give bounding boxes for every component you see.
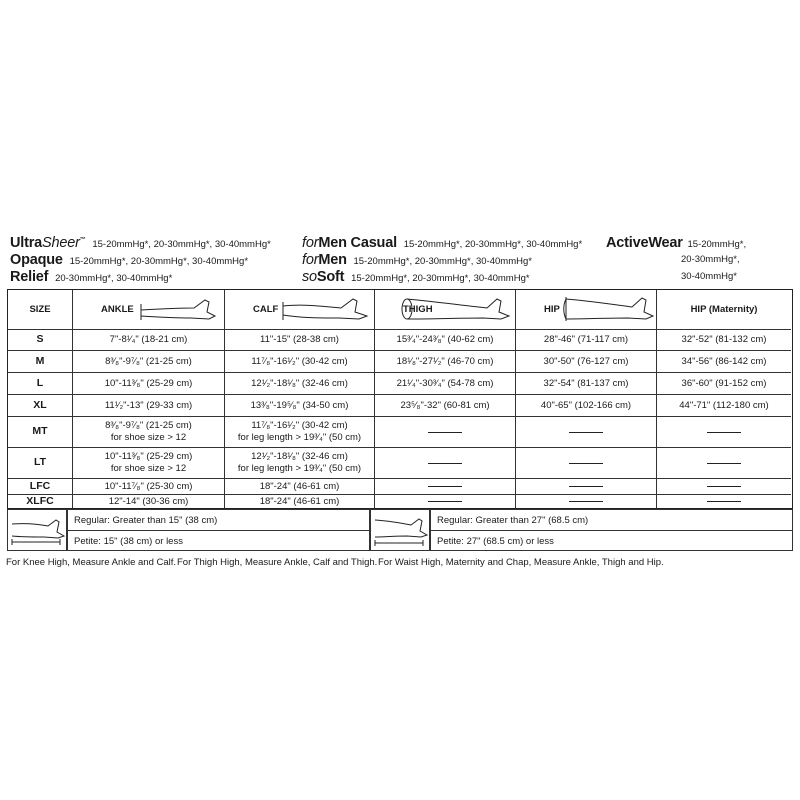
hip-maternity-value	[656, 495, 791, 508]
thigh-value	[374, 479, 515, 494]
thigh-value: 23⁵⁄₈"-32" (60-81 cm)	[374, 395, 515, 416]
header-hip	[515, 290, 656, 329]
footer-waist-instruction: For Waist High, Maternity and Chap, Measure Ankle, Thigh and Hip.	[378, 557, 664, 568]
product-name	[302, 235, 397, 251]
product-activewear	[606, 236, 746, 251]
ankle-value	[72, 448, 224, 478]
product-relief	[10, 270, 172, 285]
ankle-range: 10"-11³⁄₈" (25-29 cm)	[104, 451, 193, 463]
hip-value: 32"-54" (81-137 cm)	[515, 373, 656, 394]
name-part-italic: Sheer	[42, 235, 80, 251]
size-label: LFC	[29, 479, 51, 492]
thigh-value	[374, 417, 515, 447]
thigh-value	[374, 495, 515, 508]
thigh-petite-height: Petite: 27" (68.5 cm) or less	[437, 535, 554, 547]
product-pressure: 15-20mmHg*, 20-30mmHg*, 30-40mmHg*	[351, 273, 530, 284]
ankle-leg-icon	[139, 296, 219, 322]
calf-value: 13³⁄₈"-19⁵⁄₈" (34-50 cm)	[224, 395, 374, 416]
product-pressure: 15-20mmHg*, 20-30mmHg*, 30-40mmHg*	[353, 256, 532, 267]
footer-knee-instruction: For Knee High, Measure Ankle and Calf.	[6, 557, 177, 568]
thigh-value: 15³⁄₄"-24³⁄₈" (40-62 cm)	[374, 330, 515, 350]
name-part-italic: for	[302, 252, 319, 268]
thigh-value: 18¹⁄₈"-27¹⁄₂" (46-70 cm)	[374, 351, 515, 372]
not-available-dash	[428, 463, 462, 464]
table-row	[8, 448, 791, 479]
table-row	[8, 417, 791, 448]
hip-maternity-value: 44"-71" (112-180 cm)	[656, 395, 791, 416]
product-formen-casual	[302, 236, 582, 251]
not-available-dash	[569, 463, 603, 464]
not-available-dash	[569, 432, 603, 433]
product-name	[10, 235, 86, 251]
product-pressure: 15-20mmHg*, 20-30mmHg*, 30-40mmHg*	[403, 239, 583, 250]
size-chart-table	[7, 289, 793, 509]
ankle-value	[72, 417, 224, 447]
hip-value	[515, 495, 656, 508]
not-available-dash	[707, 486, 741, 487]
hip-maternity-value	[656, 417, 791, 447]
table-row	[8, 395, 791, 417]
table-header-row	[8, 290, 791, 330]
size-label: L	[36, 376, 44, 389]
hip-value	[515, 417, 656, 447]
not-available-dash	[569, 486, 603, 487]
size-label: MT	[32, 425, 48, 438]
knee-length-leg-icon	[8, 510, 66, 550]
thigh-height-icon-box	[370, 509, 430, 551]
name-part: Soft	[316, 269, 345, 285]
footer-thigh-instruction: For Thigh High, Measure Ankle, Calf and Thigh.	[177, 557, 378, 568]
not-available-dash	[428, 432, 462, 433]
calf-value	[224, 448, 374, 478]
calf-value: 11"-15" (28-38 cm)	[224, 330, 374, 350]
thigh-length-leg-icon	[371, 510, 429, 550]
header-thigh-label: THIGH	[403, 303, 433, 315]
thigh-regular-height: Regular: Greater than 27" (68.5 cm)	[431, 510, 792, 531]
size-label: M	[35, 354, 45, 367]
name-part: Ultra	[10, 235, 43, 251]
ankle-value: 10"-11³⁄₈" (25-29 cm)	[72, 373, 224, 394]
not-available-dash	[428, 486, 462, 487]
ankle-range: 8³⁄₈"-9⁷⁄₈" (21-25 cm)	[105, 420, 192, 432]
hip-maternity-value: 34"-56" (86-142 cm)	[656, 351, 791, 372]
calf-value: 11⁷⁄₈"-16¹⁄₂" (30-42 cm)	[224, 351, 374, 372]
size-label: LT	[33, 456, 47, 469]
calf-range: 12¹⁄₂"-18¹⁄₈" (32-46 cm)	[251, 451, 348, 463]
hip-value: 28"-46" (71-117 cm)	[515, 330, 656, 350]
trademark: ™	[79, 237, 86, 244]
not-available-dash	[569, 501, 603, 502]
not-available-dash	[707, 432, 741, 433]
calf-value: 12¹⁄₂"-18¹⁄₈" (32-46 cm)	[224, 373, 374, 394]
table-row	[8, 351, 791, 373]
hip-value: 30"-50" (76-127 cm)	[515, 351, 656, 372]
product-name: Opaque	[10, 252, 63, 268]
calf-note: for leg length > 19³⁄₄" (50 cm)	[237, 463, 362, 474]
ankle-value: 11¹⁄₂"-13" (29-33 cm)	[72, 395, 224, 416]
not-available-dash	[707, 501, 741, 502]
calf-leg-icon	[281, 296, 371, 322]
product-name: Relief	[10, 269, 49, 285]
table-row	[8, 479, 791, 495]
product-pressure: 15-20mmHg*, 20-30mmHg*, 30-40mmHg*	[92, 239, 271, 250]
product-name	[302, 269, 344, 285]
product-formen	[302, 253, 532, 268]
calf-value: 18"-24" (46-61 cm)	[224, 479, 374, 494]
product-ultrasheer	[10, 236, 271, 251]
ankle-value: 8³⁄₈"-9⁷⁄₈" (21-25 cm)	[72, 351, 224, 372]
name-part-italic: so	[302, 269, 317, 285]
not-available-dash	[428, 501, 462, 502]
table-row	[8, 373, 791, 395]
not-available-dash	[707, 463, 741, 464]
name-part: Men Casual	[318, 235, 397, 251]
calf-note: for leg length > 19³⁄₄" (50 cm)	[237, 432, 362, 443]
product-pressure: 15-20mmHg*, 20-30mmHg*, 30-40mmHg*	[69, 256, 249, 267]
header-hip-label: HIP	[544, 303, 560, 315]
header-calf-label: CALF	[253, 303, 279, 315]
knee-petite-height: Petite: 15" (38 cm) or less	[74, 535, 183, 547]
product-opaque	[10, 253, 248, 268]
header-size: SIZE	[29, 303, 51, 315]
hip-value	[515, 479, 656, 494]
ankle-note: for shoe size > 12	[110, 463, 187, 474]
name-part: Men	[318, 252, 347, 268]
table-row	[8, 330, 791, 351]
calf-value: 18"-24" (46-61 cm)	[224, 495, 374, 508]
product-pressure: 15-20mmHg*,	[687, 239, 747, 250]
product-activewear-pressure-3: 30-40mmHg*	[681, 271, 737, 282]
thigh-value: 21¹⁄₄"-30³⁄₄" (54-78 cm)	[374, 373, 515, 394]
product-name: ActiveWear	[606, 235, 683, 251]
header-ankle-label: ANKLE	[101, 303, 134, 315]
size-label: XLFC	[26, 494, 54, 507]
knee-height-box	[67, 509, 370, 551]
hip-value: 40"-65" (102-166 cm)	[515, 395, 656, 416]
thigh-height-box	[430, 509, 793, 551]
ankle-value: 10"-11⁷⁄₈" (25-30 cm)	[72, 479, 224, 494]
hip-leg-icon	[560, 295, 655, 323]
calf-range: 11⁷⁄₈"-16¹⁄₂" (30-42 cm)	[251, 420, 348, 432]
hip-maternity-value	[656, 479, 791, 494]
hip-maternity-value: 36"-60" (91-152 cm)	[656, 373, 791, 394]
thigh-value	[374, 448, 515, 478]
hip-maternity-value	[656, 448, 791, 478]
product-sosoft	[302, 270, 530, 285]
knee-height-icon-box	[7, 509, 67, 551]
hip-value	[515, 448, 656, 478]
size-label: XL	[33, 398, 47, 411]
calf-value	[224, 417, 374, 447]
knee-regular-height: Regular: Greater than 15" (38 cm)	[68, 510, 369, 531]
ankle-value: 12"-14" (30-36 cm)	[72, 495, 224, 508]
name-part-italic: for	[302, 235, 319, 251]
ankle-note: for shoe size > 12	[110, 432, 187, 443]
ankle-value: 7"-8¹⁄₄" (18-21 cm)	[72, 330, 224, 350]
header-calf	[224, 290, 374, 329]
header-thigh	[374, 290, 515, 329]
table-row	[8, 495, 791, 508]
size-label: S	[36, 333, 44, 346]
hip-maternity-value: 32"-52" (81-132 cm)	[656, 330, 791, 350]
header-hip-maternity: HIP (Maternity)	[656, 290, 791, 329]
thigh-leg-icon	[399, 296, 511, 322]
product-pressure: 20-30mmHg*, 30-40mmHg*	[55, 273, 173, 284]
header-ankle	[72, 290, 224, 329]
product-name	[302, 252, 347, 268]
product-activewear-pressure-2: 20-30mmHg*,	[681, 254, 740, 265]
